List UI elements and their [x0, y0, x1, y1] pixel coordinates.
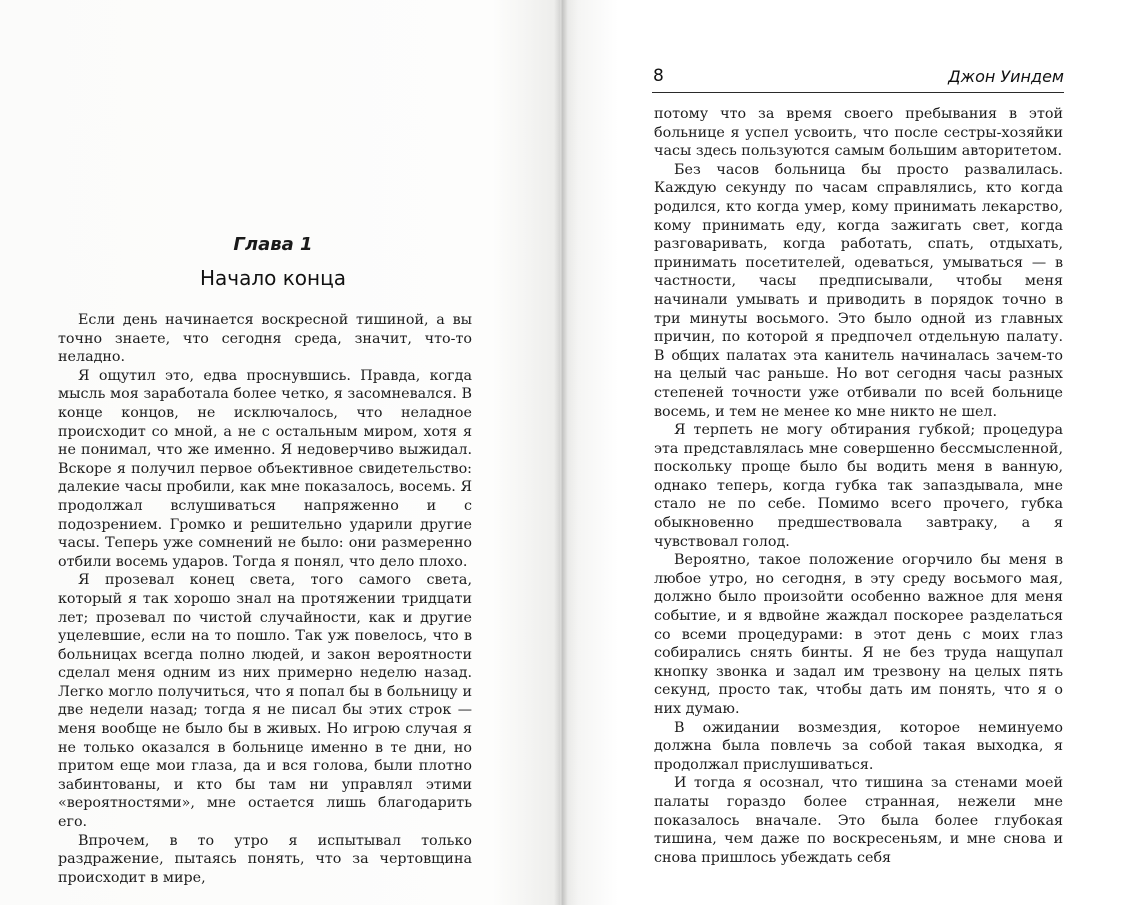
book-gutter-shadow [554, 0, 568, 905]
paragraph: В ожидании возмездия, которое неминуемо должна была повлечь за собой такая выходка, я продолжал прислушиваться. [654, 719, 1063, 773]
paragraph: Я ощутил это, едва проснувшись. Правда, когда мысль моя заработала более четко, я засомневался. В конце концов, не исключалось, что неладное происходит со мной, а не с остальным миром, хотя я не понимал, что же именно. Я недоверчиво выжидал. Вскоре я получил первое объективное свидетельство: далекие часы пробили, как мне показалось, восемь. Я продолжал вслушиваться напряженно и с подозрением. Громко и решительно ударили другие часы. Теперь уже сомнений не было: они размеренно отбили восемь ударов. Тогда я понял, что дело плохо. [58, 367, 472, 570]
paragraph: Если день начинается воскресной тишиной, а вы точно знаете, что сегодня среда, значит, что-то неладно. [58, 312, 472, 366]
paragraph: потому что за время своего пребывания в этой больнице я успел усвоить, что после сестры-хозяйки часы здесь пользуются самым большим авторитетом. [654, 106, 1063, 160]
left-page [0, 0, 560, 905]
page-number: 8 [653, 66, 664, 86]
chapter-label: Глава 1 [233, 234, 313, 255]
paragraph: Вероятно, такое положение огорчило бы меня в любое утро, но сегодня, в эту среду восьмого мая, должно было произойти особенно важное для меня событие, и я вдвойне жаждал поскорее разделаться со всеми процедурами: в этот день с моих глаз собирались снять бинты. Я не без труда нащупал кнопку звонка и задал им трезвону на целых пять секунд, просто так, чтобы дать им понять, что я о них думаю. [654, 552, 1063, 717]
paragraph: Без часов больница бы просто развалилась. Каждую секунду по часам справлялись, кто когда родился, кто когда умер, кому принимать лекарство, кому принимать еду, когда зажигать свет, когда разговаривать, когда работать, спать, отдыхать, принимать посетителей, одеваться, умываться — в частности, часы предписывали, чтобы меня начинали умывать и приводить в порядок точно в три минуты восьмого. Это было одной из главных причин, по которой я предпочел отдельную палату. В общих палатах эта канитель начиналась зачем-то на целый час раньше. Но вот сегодня часы разных степеней точности уже отбивали по всей больнице восемь, и тем не менее ко мне никто не шел. [654, 161, 1063, 420]
paragraph: Впрочем, в то утро я испытывал только раздражение, пытаясь понять, что за чертовщина происходит в мире, [58, 832, 472, 886]
running-head [652, 66, 1064, 93]
chapter-title: Начало конца [199, 266, 346, 290]
left-page-body [58, 311, 472, 887]
paragraph: И тогда я осознал, что тишина за стенами моей палаты гораздо более странная, нежели мне показалось вначале. Это была более глубокая тишина, чем даже по воскресеньям, и мне снова и снова пришлось убеждать себя [654, 775, 1063, 866]
paragraph: Я терпеть не могу обтирания губкой; процедура эта представлялась мне совершенно бессмысленной, поскольку проще было бы водить меня в ванную, однако теперь, когда губка так запаздывала, мне стало не по себе. Помимо всего прочего, губка обыкновенно предшествовала завтраку, а я чувствовал голод. [654, 422, 1063, 550]
running-head-author: Джон Уиндем [948, 67, 1064, 86]
right-page-body [654, 105, 1063, 867]
paragraph: Я прозевал конец света, того самого света, который я так хорошо знал на протяжении тридцати лет; прозевал по чистой случайности, как и другие уцелевшие, если на то пошло. Так уж повелось, что в больницах всегда полно людей, и закон вероятности сделал меня одним из них примерно неделю назад. Легко могло получиться, что я попал бы в больницу и две недели назад; тогда я не писал бы этих строк — меня вообще не было бы в живых. Но игрою случая я не только оказался в больнице именно в те дни, но притом еще мои глаза, да и вся голова, были плотно забинтованы, и кто бы там ни управлял этими «вероятностями», мне остается лишь благодарить его. [58, 572, 472, 831]
